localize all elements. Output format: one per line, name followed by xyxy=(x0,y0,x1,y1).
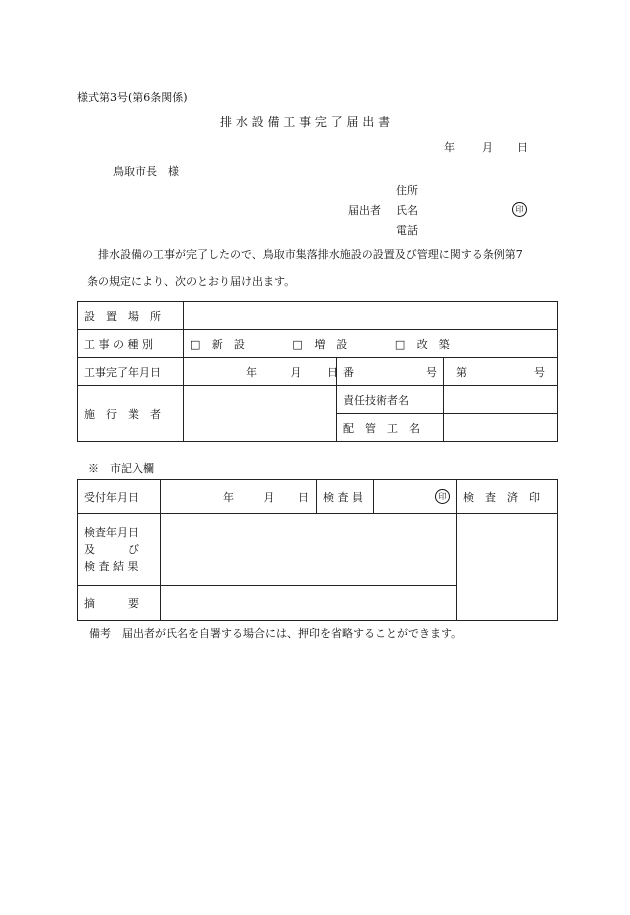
inspection-label-line2: 及 び xyxy=(84,543,139,556)
applicant-prefix: 届出者 xyxy=(348,204,381,217)
inspection-field[interactable] xyxy=(161,514,457,586)
received-month: 月 xyxy=(263,490,275,504)
inspection-label-line1: 検査年月日 xyxy=(84,526,139,539)
remarks-label: 摘 要 xyxy=(78,586,161,621)
received-label: 受付年月日 xyxy=(78,480,161,514)
completion-month: 月 xyxy=(290,365,302,379)
completion-date[interactable] xyxy=(184,358,337,386)
inspection-label-line3: 検 査 結 果 xyxy=(84,560,139,573)
type-label: 工 事 の 種 別 xyxy=(78,330,184,358)
received-day: 日 xyxy=(298,490,309,504)
option-new-label: 新 設 xyxy=(211,337,245,351)
inspection-label xyxy=(78,514,161,586)
city-table xyxy=(77,479,558,621)
name-label: 氏名 xyxy=(396,204,418,217)
engineer-label: 責任技術者名 xyxy=(337,386,444,414)
inspector-field[interactable] xyxy=(374,480,457,514)
received-year: 年 xyxy=(223,490,234,504)
completion-day: 日 xyxy=(327,365,338,379)
date-day: 日 xyxy=(517,141,528,154)
checkbox-new[interactable]: □ xyxy=(190,337,201,351)
checkbox-rebuild[interactable]: □ xyxy=(394,337,406,351)
engineer-field[interactable] xyxy=(444,386,558,414)
remarks-field[interactable] xyxy=(161,586,457,621)
contractor-label: 施 行 業 者 xyxy=(78,386,184,442)
received-date[interactable] xyxy=(161,480,317,514)
completion-year: 年 xyxy=(246,365,257,379)
body-text-line2: 条の規定により、次のとおり届け出ます。 xyxy=(87,275,296,288)
option-expand-label: 増 設 xyxy=(314,337,348,351)
seal-icon: 印 xyxy=(512,202,527,217)
body-text-line1: 排水設備の工事が完了したので、鳥取市集落排水施設の設置及び管理に関する条例第7 xyxy=(98,248,523,261)
inspector-seal-icon: 印 xyxy=(435,489,450,504)
application-table xyxy=(77,301,558,442)
phone-label: 電話 xyxy=(396,224,418,237)
inspected-seal-field[interactable] xyxy=(457,514,558,621)
checkbox-expand[interactable]: □ xyxy=(292,337,303,351)
go-label: 号 xyxy=(534,365,546,379)
address-label: 住所 xyxy=(396,184,418,197)
number-suffix: 号 xyxy=(426,365,437,379)
completion-label: 工事完了年月日 xyxy=(78,358,184,386)
date-month: 月 xyxy=(482,141,493,154)
inspector-label: 検 査 員 xyxy=(317,480,374,514)
option-rebuild-label: 改 築 xyxy=(416,337,450,351)
inspected-seal-label: 検 査 済 印 xyxy=(457,480,558,514)
plumber-label: 配 管 工 名 xyxy=(337,414,444,442)
location-field[interactable] xyxy=(184,302,558,330)
city-section-label: ※ 市記入欄 xyxy=(88,462,154,475)
form-number: 様式第3号(第6条関係) xyxy=(77,91,188,104)
type-options xyxy=(184,330,558,358)
plumber-field[interactable] xyxy=(444,414,558,442)
dai-go-cell[interactable] xyxy=(444,358,558,386)
location-label: 設 置 場 所 xyxy=(78,302,184,330)
number-label: 番 xyxy=(343,365,354,379)
form-title: 排 水 設 備 工 事 完 了 届 出 書 xyxy=(220,115,391,129)
date-year: 年 xyxy=(444,141,455,154)
contractor-field[interactable] xyxy=(184,386,337,442)
footnote: 備考 届出者が氏名を自署する場合には、押印を省略することができます。 xyxy=(89,627,463,640)
addressee: 鳥取市長 様 xyxy=(113,165,179,178)
dai-label: 第 xyxy=(456,365,467,379)
number-cell[interactable] xyxy=(337,358,444,386)
